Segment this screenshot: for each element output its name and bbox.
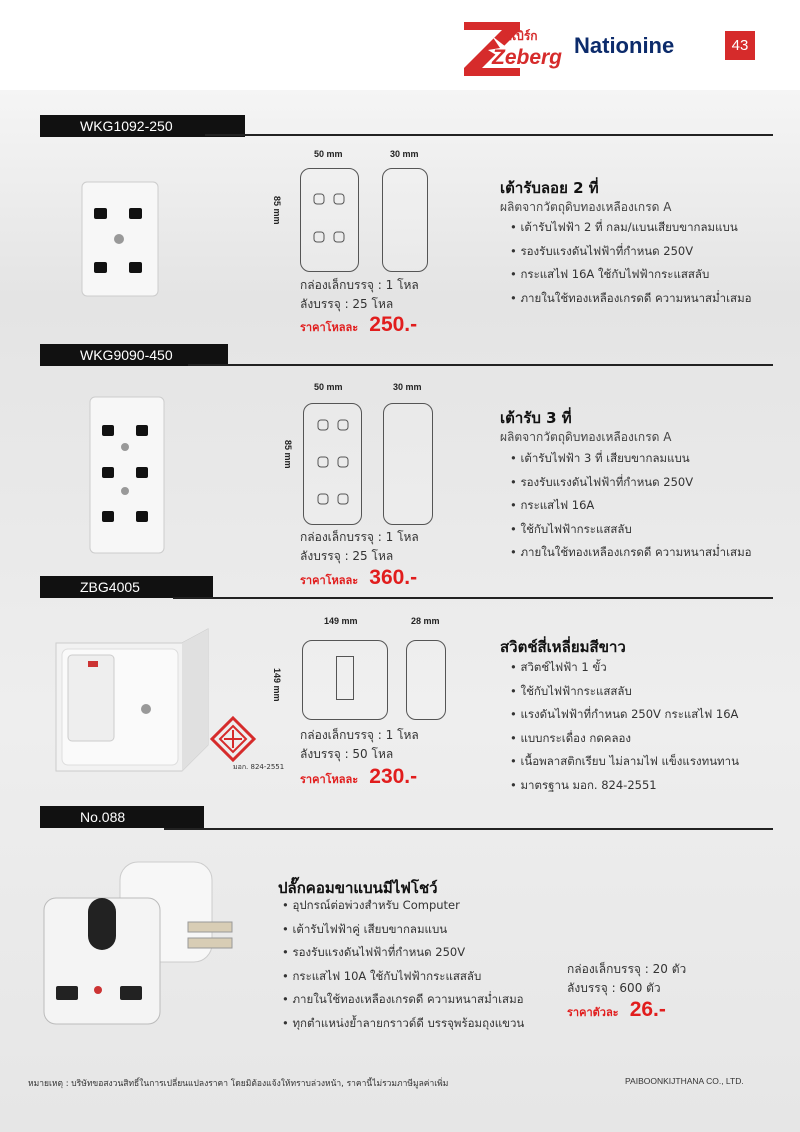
- section-rule: [188, 364, 773, 366]
- price-label: ราคาตัวละ: [567, 1006, 619, 1019]
- price-value: 250.-: [369, 313, 418, 336]
- product-code-tab: ZBG4005: [40, 576, 213, 598]
- brand-name: Nationine: [574, 33, 675, 58]
- product-title: เต้ารับ 3 ที่: [500, 409, 572, 427]
- footer-company: PAIBOONKIJTHANA CO., LTD.: [625, 1076, 744, 1086]
- feature-item: • แรงดันไฟฟ้าที่กำหนด 250V กระแสไฟ 16A: [510, 703, 739, 727]
- packaging-info: [300, 726, 419, 764]
- feature-item: • เต้ารับไฟฟ้าคู่ เสียบขากลมแบน: [282, 918, 524, 942]
- zeberg-logo-icon: [462, 20, 563, 78]
- tis-label: มอก. 824-2551: [233, 763, 285, 771]
- price-row: [567, 998, 666, 1022]
- feature-item: • กระแสไฟ 16A ใช้กับไฟฟ้ากระแสสลับ: [510, 263, 752, 287]
- dim-depth: 28 mm: [411, 616, 440, 626]
- feature-list: [282, 894, 524, 1035]
- feature-item: • มาตรฐาน มอก. 824-2551: [510, 774, 739, 798]
- dim-width: 50 mm: [314, 382, 343, 392]
- feature-item: • กระแสไฟ 10A ใช้กับไฟฟ้ากระแสสลับ: [282, 965, 524, 989]
- triple-socket-image: [88, 395, 168, 557]
- feature-item: • แบบกระเดื่อง กดคลอง: [510, 727, 739, 751]
- price-label: ราคาโหลละ: [300, 574, 359, 587]
- pack-big: ลังบรรจุ : 50 โหล: [300, 747, 394, 761]
- product-code-tab: WKG1092-250: [40, 115, 245, 137]
- feature-item: • รองรับแรงดันไฟฟ้าที่กำหนด 250V: [510, 240, 752, 264]
- product-title: เต้ารับลอย 2 ที่: [500, 179, 599, 197]
- section-rule: [205, 134, 773, 136]
- price-value: 230.-: [369, 765, 418, 788]
- feature-item: • เนื้อพลาสติกเรียบ ไม่ลามไฟ แข็งแรงทนทาน: [510, 750, 739, 774]
- price-row: [300, 765, 417, 789]
- product-code-tab: No.088: [40, 806, 204, 828]
- dim-height: 85 mm: [283, 440, 293, 469]
- socket-holes-icon: [312, 192, 348, 248]
- section-rule: [164, 828, 773, 830]
- pack-big: ลังบรรจุ : 25 โหล: [300, 549, 394, 563]
- feature-item: • เต้ารับไฟฟ้า 2 ที่ กลม/แบนเสียบขากลมแบน: [510, 216, 752, 240]
- side-outline: [382, 168, 428, 272]
- side-outline: [383, 403, 433, 525]
- feature-list: [510, 216, 752, 310]
- tis-standard-seal-icon: [210, 716, 256, 762]
- socket-holes-icon: [316, 418, 352, 508]
- switch-rocker-outline: [336, 656, 354, 700]
- feature-item: • รองรับแรงดันไฟฟ้าที่กำหนด 250V: [282, 941, 524, 965]
- packaging-info: [567, 960, 686, 998]
- page-header: [0, 0, 800, 90]
- feature-item: • รองรับแรงดันไฟฟ้าที่กำหนด 250V: [510, 471, 752, 495]
- pack-small: กล่องเล็กบรรจุ : 1 โหล: [300, 278, 419, 292]
- feature-item: • ใช้กับไฟฟ้ากระแสสลับ: [510, 518, 752, 542]
- product-title: สวิตช์สี่เหลี่ยมสีขาว: [500, 638, 626, 656]
- product-subtitle: ผลิตจากวัตถุดิบทองเหลืองเกรด A: [500, 200, 672, 214]
- price-row: [300, 313, 417, 337]
- dim-width: 149 mm: [324, 616, 358, 626]
- feature-item: • ใช้กับไฟฟ้ากระแสสลับ: [510, 680, 739, 704]
- pack-small: กล่องเล็กบรรจุ : 20 ตัว: [567, 962, 687, 976]
- packaging-info: [300, 276, 419, 314]
- pack-small: กล่องเล็กบรรจุ : 1 โหล: [300, 728, 419, 742]
- product-code-tab: WKG9090-450: [40, 344, 228, 366]
- feature-item: • กระแสไฟ 16A: [510, 494, 752, 518]
- feature-list: [510, 656, 739, 797]
- double-socket-image: [80, 180, 162, 300]
- feature-item: • ทุกตำแหน่งย้ำลายกราวด์ดี บรรจุพร้อมถุงแขวน: [282, 1012, 524, 1036]
- feature-item: • อุปกรณ์ต่อพ่วงสำหรับ Computer: [282, 894, 524, 918]
- svg-text:ซีเบิร์ก: ซีเบิร์ก: [504, 29, 538, 43]
- product-subtitle: ผลิตจากวัตถุดิบทองเหลืองเกรด A: [500, 430, 672, 444]
- price-value: 26.-: [629, 998, 666, 1021]
- price-value: 360.-: [369, 566, 418, 589]
- packaging-info: [300, 528, 419, 566]
- section-rule: [173, 597, 773, 599]
- side-outline: [406, 640, 446, 720]
- square-switch-image: [50, 625, 212, 775]
- price-label: ราคาโหลละ: [300, 321, 359, 334]
- feature-item: • ภายในใช้ทองเหลืองเกรดดี ความหนาสม่ำเสมอ: [282, 988, 524, 1012]
- svg-text:Zeberg: Zeberg: [492, 46, 563, 69]
- feature-list: [510, 447, 752, 565]
- dim-depth: 30 mm: [390, 149, 419, 159]
- pack-small: กล่องเล็กบรรจุ : 1 โหล: [300, 530, 419, 544]
- feature-item: • สวิตช์ไฟฟ้า 1 ขั้ว: [510, 656, 739, 680]
- dim-width: 50 mm: [314, 149, 343, 159]
- feature-item: • เต้ารับไฟฟ้า 3 ที่ เสียบขากลมแบน: [510, 447, 752, 471]
- pack-big: ลังบรรจุ : 25 โหล: [300, 297, 394, 311]
- computer-plug-image: [40, 858, 250, 1028]
- dim-depth: 30 mm: [393, 382, 422, 392]
- pack-big: ลังบรรจุ : 600 ตัว: [567, 981, 661, 995]
- price-label: ราคาโหลละ: [300, 773, 359, 786]
- product-title: ปลั๊กคอมขาแบนมีไฟโชว์: [278, 879, 438, 897]
- dim-height: 149 mm: [272, 668, 282, 702]
- feature-item: • ภายในใช้ทองเหลืองเกรดดี ความหนาสม่ำเสมอ: [510, 541, 752, 565]
- price-row: [300, 566, 417, 590]
- page-number: 43: [725, 31, 755, 60]
- footer-disclaimer: หมายเหตุ : บริษัทขอสงวนสิทธิ์ในการเปลี่ยนแปลงราคา โดยมิต้องแจ้งให้ทราบล่วงหน้า, ราคานี้ไม่รวมภาษีมูลค่าเพิ่ม: [28, 1079, 449, 1089]
- feature-item: • ภายในใช้ทองเหลืองเกรดดี ความหนาสม่ำเสมอ: [510, 287, 752, 311]
- dim-height: 85 mm: [272, 196, 282, 225]
